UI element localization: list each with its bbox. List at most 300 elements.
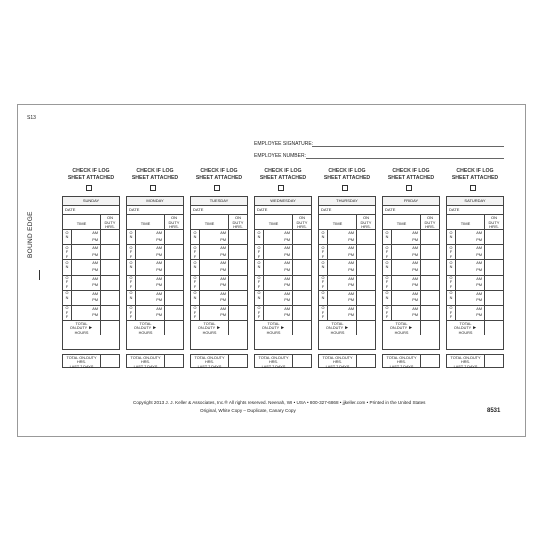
total-on-duty-label <box>319 321 357 335</box>
log-sheet-checkbox[interactable] <box>214 185 220 191</box>
segment-hours-field[interactable] <box>485 276 503 290</box>
total-on-duty-field[interactable] <box>485 321 503 335</box>
pm-label: PM <box>284 283 290 288</box>
segment-hours-field[interactable] <box>485 306 503 320</box>
last-7-days-line: TOTAL ON-DUTY HRS. <box>258 356 289 365</box>
pm-label: PM <box>348 283 354 288</box>
pm-label: PM <box>284 298 290 303</box>
last-7-days-label <box>255 355 293 367</box>
segment-time-field[interactable] <box>136 245 165 259</box>
on-duty-header-line: ON <box>363 215 369 220</box>
segment-time-field[interactable] <box>456 276 485 290</box>
segment-hours-field[interactable] <box>165 230 183 244</box>
segment-status-label <box>191 276 200 290</box>
log-sheet-checkbox-label <box>126 168 184 182</box>
time-header: TIME <box>255 215 293 229</box>
segment-status-label <box>63 291 72 305</box>
duty-segment-row <box>447 291 503 306</box>
am-label: AM <box>284 291 290 296</box>
pm-label: PM <box>156 283 162 288</box>
duty-segment-row <box>255 245 311 260</box>
total-on-duty-field[interactable] <box>421 321 439 335</box>
checkbox-label-line: CHECK IF LOG <box>456 168 494 174</box>
am-label: AM <box>412 276 418 281</box>
segment-time-field[interactable] <box>392 276 421 290</box>
segment-status-letter: O <box>257 276 261 281</box>
segment-time-field[interactable] <box>456 306 485 320</box>
segment-hours-field[interactable] <box>293 306 311 320</box>
total-on-duty-row <box>63 321 119 335</box>
bound-edge-label: BOUND EDGE <box>27 211 34 258</box>
segment-status-letter: O <box>193 245 197 250</box>
segment-hours-field[interactable] <box>357 291 375 305</box>
duty-segment-row <box>191 245 247 260</box>
segment-time-field[interactable] <box>392 245 421 259</box>
segment-time-field[interactable] <box>136 306 165 320</box>
segment-status-letter: F <box>129 284 133 289</box>
duty-segment-row <box>447 230 503 245</box>
checkbox-label-line: SHEET ATTACHED <box>451 175 499 181</box>
pm-label: PM <box>156 252 162 257</box>
pm-label: PM <box>412 252 418 257</box>
segment-time-field[interactable] <box>200 306 229 320</box>
checkbox-label-line: SHEET ATTACHED <box>131 175 179 181</box>
segment-time-field[interactable] <box>200 230 229 244</box>
day-log-box <box>254 196 312 350</box>
am-label: AM <box>156 291 162 296</box>
segment-time-field[interactable] <box>136 260 165 274</box>
segment-status-letter: F <box>385 250 389 255</box>
am-label: AM <box>348 276 354 281</box>
segment-time-field[interactable] <box>200 276 229 290</box>
am-label: AM <box>284 261 290 266</box>
segment-status-letter: O <box>385 306 389 311</box>
pm-label: PM <box>412 283 418 288</box>
segment-status-letter: O <box>65 291 69 296</box>
total-on-duty-row <box>319 321 375 335</box>
am-label: AM <box>220 306 226 311</box>
segment-hours-field[interactable] <box>293 276 311 290</box>
segment-hours-field[interactable] <box>357 276 375 290</box>
segment-hours-field[interactable] <box>421 291 439 305</box>
segment-status-label <box>63 245 72 259</box>
log-sheet-checkbox[interactable] <box>278 185 284 191</box>
segment-status-label <box>255 245 264 259</box>
last-7-days-line: LAST 7 DAYS <box>325 364 350 369</box>
segment-status-label <box>191 230 200 244</box>
last-7-days-line: TOTAL ON-DUTY HRS. <box>450 356 481 365</box>
employee-number-line[interactable] <box>306 158 504 159</box>
bound-edge-mark <box>39 270 40 280</box>
last-7-days-field[interactable] <box>293 355 311 367</box>
date-field[interactable]: DATE <box>63 206 119 215</box>
segment-time-field[interactable] <box>72 245 101 259</box>
log-sheet-checkbox[interactable] <box>86 185 92 191</box>
segment-time-field[interactable] <box>392 260 421 274</box>
segment-time-field[interactable] <box>264 306 293 320</box>
segment-hours-field[interactable] <box>421 276 439 290</box>
last-7-days-line: LAST 7 DAYS <box>197 364 222 369</box>
duty-segment-row <box>63 230 119 245</box>
am-label: AM <box>92 306 98 311</box>
segment-status-letter: O <box>321 291 325 296</box>
pm-label: PM <box>476 267 482 272</box>
am-label: AM <box>476 306 482 311</box>
total-label-line: HOURS <box>74 330 89 335</box>
segment-status-letter: F <box>257 310 261 315</box>
employee-signature-line[interactable] <box>312 146 504 147</box>
segment-hours-field[interactable] <box>421 245 439 259</box>
on-duty-header <box>293 215 311 229</box>
segment-status-label <box>191 260 200 274</box>
pm-label: PM <box>220 267 226 272</box>
total-on-duty-row <box>447 321 503 335</box>
on-duty-header <box>485 215 503 229</box>
last-7-days-label <box>319 355 357 367</box>
segment-hours-field[interactable] <box>101 276 119 290</box>
segment-status-letter: O <box>385 230 389 235</box>
segment-time-field[interactable] <box>200 260 229 274</box>
date-field[interactable]: DATE <box>447 206 503 215</box>
day-name: SUNDAY <box>63 197 119 206</box>
segment-time-field[interactable] <box>392 291 421 305</box>
segment-status-letter: N <box>193 234 197 239</box>
am-label: AM <box>348 246 354 251</box>
segment-status-label <box>191 306 200 320</box>
am-label: AM <box>348 231 354 235</box>
log-sheet-checkbox[interactable] <box>406 185 412 191</box>
segment-status-letter: N <box>65 265 69 270</box>
segment-time-field[interactable] <box>264 230 293 244</box>
date-field[interactable]: DATE <box>127 206 183 215</box>
last-7-days-box <box>190 354 248 368</box>
segment-status-letter: O <box>193 276 197 281</box>
am-label: AM <box>412 306 418 311</box>
last-7-days-label <box>383 355 421 367</box>
duty-segment-row <box>63 291 119 306</box>
segment-hours-field[interactable] <box>357 260 375 274</box>
segment-time-field[interactable] <box>328 306 357 320</box>
am-label: AM <box>476 291 482 296</box>
total-label-line: HOURS <box>330 330 345 335</box>
segment-time-field[interactable] <box>392 306 421 320</box>
pm-label: PM <box>348 267 354 272</box>
segment-hours-field[interactable] <box>229 260 247 274</box>
total-on-duty-field[interactable] <box>165 321 183 335</box>
duty-segment-row <box>383 260 439 275</box>
segment-time-field[interactable] <box>328 260 357 274</box>
total-label-line: HOURS <box>202 330 217 335</box>
column-header-row <box>127 215 183 230</box>
segment-status-letter: N <box>449 265 453 270</box>
segment-time-field[interactable] <box>264 260 293 274</box>
segment-hours-field[interactable] <box>229 245 247 259</box>
segment-status-letter: F <box>321 254 325 259</box>
segment-hours-field[interactable] <box>485 291 503 305</box>
pm-label: PM <box>92 237 98 242</box>
on-duty-header-line: HRS. <box>297 224 307 229</box>
date-field[interactable]: DATE <box>319 206 375 215</box>
segment-status-letter: N <box>129 265 133 270</box>
segment-status-letter: O <box>193 291 197 296</box>
total-label-line: TOTAL <box>459 322 472 327</box>
segment-time-field[interactable] <box>136 276 165 290</box>
on-duty-header-line: HRS. <box>361 224 371 229</box>
segment-time-field[interactable] <box>72 276 101 290</box>
arrow-right-icon: ► <box>280 325 286 332</box>
segment-status-letter: F <box>193 315 197 320</box>
last-7-days-field[interactable] <box>229 355 247 367</box>
segment-status-letter: N <box>129 295 133 300</box>
pm-label: PM <box>348 313 354 318</box>
duty-segment-row <box>319 276 375 291</box>
segment-status-letter: F <box>193 310 197 315</box>
segment-status-label <box>383 260 392 274</box>
on-duty-header <box>421 215 439 229</box>
segment-time-field[interactable] <box>392 230 421 244</box>
last-7-days-field[interactable] <box>485 355 503 367</box>
segment-status-letter: O <box>65 230 69 235</box>
log-sheet-checkbox[interactable] <box>470 185 476 191</box>
segment-hours-field[interactable] <box>485 260 503 274</box>
arrow-right-icon: ► <box>472 325 478 332</box>
day-log-box <box>318 196 376 350</box>
segment-status-letter: F <box>449 284 453 289</box>
segment-status-letter: F <box>65 254 69 259</box>
on-duty-header-line: DUTY <box>424 219 436 225</box>
log-sheet-checkbox-label <box>446 168 504 182</box>
segment-hours-field[interactable] <box>229 276 247 290</box>
log-sheet-checkbox[interactable] <box>342 185 348 191</box>
total-on-duty-field[interactable] <box>229 321 247 335</box>
segment-hours-field[interactable] <box>357 306 375 320</box>
checkbox-label-line: CHECK IF LOG <box>392 168 430 174</box>
am-label: AM <box>476 231 482 235</box>
on-duty-header-line: ON <box>427 215 433 220</box>
segment-time-field[interactable] <box>200 245 229 259</box>
pm-label: PM <box>92 313 98 318</box>
segment-time-field[interactable] <box>456 245 485 259</box>
segment-status-label <box>63 276 72 290</box>
segment-hours-field[interactable] <box>101 260 119 274</box>
duty-segment-row <box>127 230 183 245</box>
total-on-duty-label <box>383 321 421 335</box>
segment-status-letter: F <box>385 254 389 259</box>
on-duty-header-line: HRS. <box>489 224 499 229</box>
last-7-days-box <box>382 354 440 368</box>
checkbox-label-line: SHEET ATTACHED <box>259 175 307 181</box>
segment-status-label <box>191 245 200 259</box>
segment-status-letter: F <box>385 280 389 285</box>
duty-segment-row <box>63 245 119 260</box>
pm-label: PM <box>156 237 162 242</box>
segment-hours-field[interactable] <box>101 291 119 305</box>
total-on-duty-label <box>127 321 165 335</box>
segment-status-letter: O <box>193 230 197 235</box>
segment-status-letter: O <box>129 260 133 265</box>
on-duty-header-line: ON <box>107 215 113 220</box>
segment-hours-field[interactable] <box>229 291 247 305</box>
total-on-duty-row <box>191 321 247 335</box>
duty-segment-row <box>319 306 375 321</box>
duty-segment-row <box>383 230 439 245</box>
segment-status-letter: F <box>193 280 197 285</box>
duty-segment-row <box>319 291 375 306</box>
time-header: TIME <box>447 215 485 229</box>
segment-time-field[interactable] <box>264 276 293 290</box>
segment-hours-field[interactable] <box>357 230 375 244</box>
last-7-days-field[interactable] <box>165 355 183 367</box>
segment-status-letter: F <box>129 254 133 259</box>
segment-status-letter: O <box>65 276 69 281</box>
last-7-days-field[interactable] <box>421 355 439 367</box>
on-duty-header <box>357 215 375 229</box>
last-7-days-field[interactable] <box>101 355 119 367</box>
total-on-duty-row <box>383 321 439 335</box>
on-duty-header-line: ON <box>235 215 241 220</box>
on-duty-header-line: HRS. <box>425 224 435 229</box>
segment-status-letter: F <box>321 315 325 320</box>
segment-hours-field[interactable] <box>101 245 119 259</box>
log-sheet-checkbox[interactable] <box>150 185 156 191</box>
segment-hours-field[interactable] <box>101 230 119 244</box>
segment-status-letter: N <box>385 265 389 270</box>
segment-time-field[interactable] <box>456 291 485 305</box>
total-on-duty-field[interactable] <box>293 321 311 335</box>
segment-hours-field[interactable] <box>165 291 183 305</box>
segment-status-letter: N <box>193 265 197 270</box>
total-label-line: ON-DUTY► <box>453 325 478 332</box>
segment-hours-field[interactable] <box>165 306 183 320</box>
segment-status-letter: F <box>321 310 325 315</box>
segment-time-field[interactable] <box>264 291 293 305</box>
last-7-days-line: TOTAL ON-DUTY HRS. <box>322 356 353 365</box>
on-duty-header-line: HRS. <box>105 224 115 229</box>
segment-status-letter: O <box>257 306 261 311</box>
segment-time-field[interactable] <box>328 291 357 305</box>
total-on-duty-field[interactable] <box>101 321 119 335</box>
segment-time-field[interactable] <box>72 230 101 244</box>
segment-time-field[interactable] <box>264 245 293 259</box>
form-number: 8531 <box>487 408 501 414</box>
duty-segment-row <box>191 276 247 291</box>
last-7-days-line: LAST 7 DAYS <box>69 364 94 369</box>
duty-segment-row <box>383 306 439 321</box>
segment-hours-field[interactable] <box>293 291 311 305</box>
last-7-days-line: LAST 7 DAYS <box>389 364 414 369</box>
segment-time-field[interactable] <box>328 230 357 244</box>
am-label: AM <box>284 276 290 281</box>
segment-hours-field[interactable] <box>421 260 439 274</box>
total-on-duty-field[interactable] <box>357 321 375 335</box>
last-7-days-line: LAST 7 DAYS <box>453 364 478 369</box>
am-label: AM <box>156 246 162 251</box>
segment-hours-field[interactable] <box>357 245 375 259</box>
segment-time-field[interactable] <box>456 260 485 274</box>
segment-hours-field[interactable] <box>485 230 503 244</box>
segment-time-field[interactable] <box>72 291 101 305</box>
last-7-days-line: TOTAL ON-DUTY HRS. <box>130 356 161 365</box>
segment-time-field[interactable] <box>72 260 101 274</box>
segment-time-field[interactable] <box>136 291 165 305</box>
log-sheet-checkbox-label <box>190 168 248 182</box>
total-label-line: HOURS <box>138 330 153 335</box>
segment-hours-field[interactable] <box>293 260 311 274</box>
day-log-box <box>446 196 504 350</box>
segment-hours-field[interactable] <box>165 245 183 259</box>
pm-label: PM <box>476 283 482 288</box>
segment-hours-field[interactable] <box>421 230 439 244</box>
on-duty-header-line: DUTY <box>104 219 116 225</box>
segment-status-label <box>447 230 456 244</box>
column-header-row <box>63 215 119 230</box>
am-label: AM <box>92 291 98 296</box>
segment-hours-field[interactable] <box>229 306 247 320</box>
last-7-days-field[interactable] <box>357 355 375 367</box>
segment-time-field[interactable] <box>200 291 229 305</box>
segment-hours-field[interactable] <box>165 276 183 290</box>
date-field[interactable]: DATE <box>383 206 439 215</box>
day-name: FRIDAY <box>383 197 439 206</box>
total-label-line: ON-DUTY► <box>69 325 94 332</box>
segment-hours-field[interactable] <box>485 245 503 259</box>
segment-time-field[interactable] <box>136 230 165 244</box>
segment-hours-field[interactable] <box>293 230 311 244</box>
segment-status-letter: N <box>129 234 133 239</box>
last-7-days-line: TOTAL ON-DUTY HRS. <box>194 356 225 365</box>
segment-time-field[interactable] <box>456 230 485 244</box>
log-sheet-checkbox-label <box>254 168 312 182</box>
segment-status-letter: N <box>321 265 325 270</box>
segment-status-label <box>447 291 456 305</box>
segment-hours-field[interactable] <box>421 306 439 320</box>
pm-label: PM <box>156 267 162 272</box>
segment-status-letter: O <box>449 230 453 235</box>
segment-status-label <box>127 291 136 305</box>
segment-status-letter: N <box>65 234 69 239</box>
employee-number-label: EMPLOYEE NUMBER: <box>254 153 306 159</box>
segment-hours-field[interactable] <box>229 230 247 244</box>
am-label: AM <box>92 231 98 235</box>
date-field[interactable]: DATE <box>255 206 311 215</box>
segment-hours-field[interactable] <box>293 245 311 259</box>
segment-status-letter: F <box>385 310 389 315</box>
segment-status-label <box>127 276 136 290</box>
column-header-row <box>255 215 311 230</box>
date-field[interactable]: DATE <box>191 206 247 215</box>
segment-time-field[interactable] <box>328 245 357 259</box>
segment-hours-field[interactable] <box>165 260 183 274</box>
on-duty-header-line: ON <box>171 215 177 220</box>
pm-label: PM <box>412 313 418 318</box>
pm-label: PM <box>476 313 482 318</box>
segment-status-label <box>447 245 456 259</box>
segment-time-field[interactable] <box>328 276 357 290</box>
footer-copies: Original, White Copy – Duplicate, Canary Copy <box>200 408 296 413</box>
pm-label: PM <box>348 298 354 303</box>
segment-status-letter: F <box>193 284 197 289</box>
segment-status-label <box>383 291 392 305</box>
am-label: AM <box>348 261 354 266</box>
pm-label: PM <box>476 237 482 242</box>
segment-status-letter: F <box>449 315 453 320</box>
last-7-days-line: TOTAL ON-DUTY HRS. <box>386 356 417 365</box>
segment-status-letter: F <box>65 280 69 285</box>
duty-segment-row <box>127 306 183 321</box>
segment-hours-field[interactable] <box>101 306 119 320</box>
total-label-line: TOTAL <box>139 322 152 327</box>
segment-time-field[interactable] <box>72 306 101 320</box>
